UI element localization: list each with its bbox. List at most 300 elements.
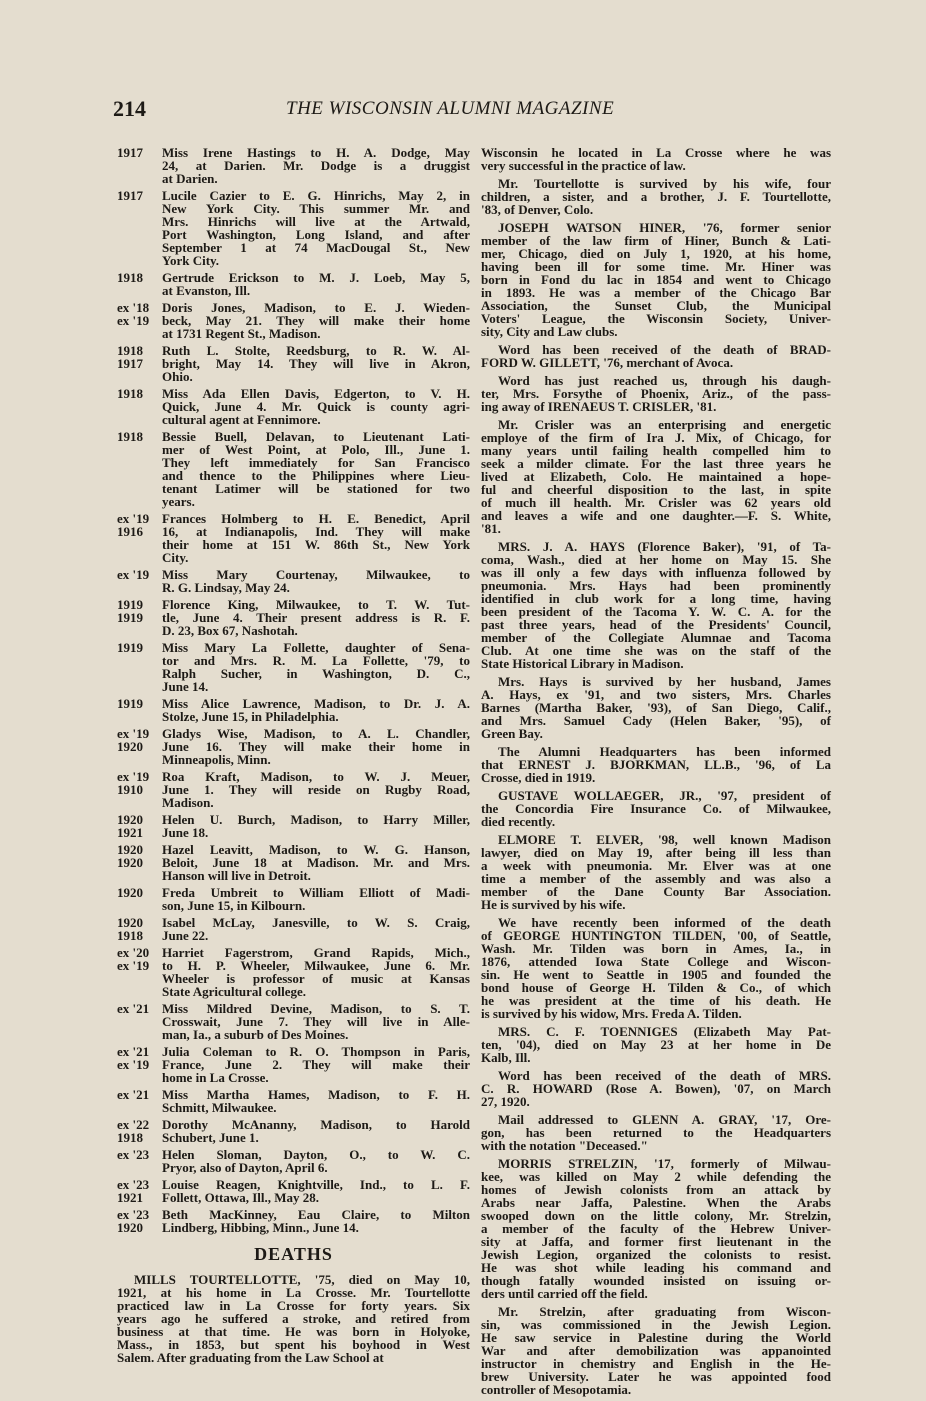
text-line: of much ill health. Mr. Crisler was 62 years old [481,495,831,510]
text-line: Wheeler is professor of music at Kansas [162,971,470,986]
text-line: June 1. They will reside on Rugby Road, [162,782,470,797]
text-line: Miss Mildred Devine, Madison, to S. T. [162,1001,470,1016]
marriage-entry [117,916,470,942]
class-year: 1919 [117,597,143,612]
class-years [117,344,162,383]
left-column [117,146,470,1369]
text-line: Louise Reagen, Knightville, Ind., to L. F. [162,1177,470,1192]
text-line: ELMORE T. ELVER, '98, well known Madison [498,832,831,847]
class-years [117,271,162,297]
class-year: ex '21 [117,1001,150,1016]
text-line: Mrs. Hays is survived by her husband, James [498,674,831,689]
text-line: Quick, June 4. Mr. Quick is county agri- [162,399,470,414]
class-years [117,843,162,882]
text-line: business at that time. He was born in Holyoke, [117,1324,470,1339]
marriage-entry [117,727,470,766]
running-title: THE WISCONSIN ALUMNI MAGAZINE [286,98,615,119]
class-year: 1920 [117,855,143,870]
text-line: Mr. Strelzin, after graduating from Wiscon- [498,1304,831,1319]
class-years [117,512,162,564]
class-years [117,1208,162,1234]
text-line: bright, May 14. They will live in Akron, [162,356,470,371]
text-line: Ruth L. Stolte, Reedsburg, to R. W. Al- [162,343,470,358]
text-line: Barnes (Martha Baker, '93), of San Diego, Calif., [481,700,831,715]
text-line: lived at Elizabeth, Colo. He maintained a hope- [481,469,831,484]
text-line: mer, Chicago, died on July 1, 1920, at his home, [481,246,831,261]
text-line: having been ill for some time. Mr. Hiner was [481,259,831,274]
text-line: Green Bay. [481,726,543,741]
text-line: though fatally wounded insisted on issuing or- [481,1273,831,1288]
text-line: Mrs. Hinrichs will live at the Artwald, [162,214,470,229]
text-line: tle, June 4. Their present address is R. F. [162,610,470,625]
marriage-text [162,641,470,693]
text-line: been president of the Tacoma Y. W. C. A. for the [481,604,831,619]
text-line: Lindberg, Hibbing, Minn., June 14. [162,1220,359,1235]
class-year: 1918 [117,429,143,444]
marriage-text [162,598,470,637]
marriage-entry [117,1045,470,1084]
text-line: and thence to the Philippines where Lieu- [162,468,470,483]
obituary-paragraph [481,146,831,172]
obituary-paragraph [481,1025,831,1064]
class-year: 1920 [117,915,143,930]
text-line: Miss Irene Hastings to H. A. Dodge, May [162,145,470,160]
text-line: Helen Sloman, Dayton, O., to W. C. [162,1147,470,1162]
class-years [117,727,162,766]
text-line: R. G. Lindsay, May 24. [162,580,290,595]
text-line: Jewish Legion, organized the colonists to resist. [481,1247,831,1262]
class-years [117,1178,162,1204]
class-year: ex '23 [117,1177,150,1192]
text-line: pneumonia. Mrs. Hays had been prominently [481,578,831,593]
class-year: 1919 [117,640,143,655]
text-line: sin. He went to Seattle in 1905 and founded the [481,967,831,982]
text-line: Association, the Sunset Club, the Municipal [481,298,831,313]
class-years [117,813,162,839]
marriage-text [162,189,470,267]
marriage-entry [117,697,470,723]
text-line: ful and cheerful disposition to the last, in spite [481,482,831,497]
marriage-text [162,1002,470,1041]
marriage-text [162,946,470,998]
text-line: died recently. [481,814,556,829]
obituary-paragraph [481,343,831,369]
text-line: Salem. After graduating from the Law School at [117,1350,384,1365]
obituary-paragraph [481,221,831,338]
text-line: Word has been received of the death of MRS. [498,1068,831,1083]
text-line: FORD W. GILLETT, '76, merchant of Avoca. [481,355,734,370]
text-line: Mail addressed to GLENN A. GRAY, '17, Ore- [498,1112,831,1127]
marriage-entry [117,843,470,882]
class-year: 1920 [117,885,143,900]
class-year: ex '22 [117,1117,150,1132]
text-line: Miss Ada Ellen Davis, Edgerton, to V. H. [162,386,470,401]
text-line: man, Ia., a suburb of Des Moines. [162,1027,349,1042]
text-line: ter, Mrs. Forsythe of Phoenix, Ariz., of the pass- [481,386,831,401]
text-line: Word has just reached us, through his daugh- [498,373,831,388]
class-year: 1920 [117,739,143,754]
text-line: They left immediately for San Francisco [162,455,470,470]
class-year: ex '19 [117,1057,150,1072]
class-years [117,916,162,942]
class-year: 1918 [117,343,143,358]
class-year: 1917 [117,145,143,160]
marriage-entry [117,387,470,426]
text-line: of GEORGE HUNTINGTON TILDEN, '00, of Seattle, [481,928,831,943]
marriage-entry [117,189,470,267]
marriage-entry [117,1118,470,1144]
text-line: son, June 15, in Kilbourn. [162,898,306,913]
marriage-text [162,916,470,942]
class-years [117,946,162,998]
class-year: ex '23 [117,1207,150,1222]
text-line: brew University. Later he was appointed food [481,1369,831,1384]
text-line: Julia Coleman to R. O. Thompson in Paris, [162,1044,470,1059]
text-line: Club. At one time she was on the staff of the [481,643,831,658]
text-line: sin, was commissioned in the Jewish Legion. [481,1317,831,1332]
text-line: June 22. [162,928,209,943]
text-line: Kalb, Ill. [481,1050,531,1065]
text-line: Miss Mary Courtenay, Milwaukee, to [162,567,470,582]
text-line: Hanson will live in Detroit. [162,868,311,883]
text-line: Madison. [162,795,214,810]
text-line: Bessie Buell, Delavan, to Lieutenant Lati- [162,429,470,444]
text-line: Hazel Leavitt, Madison, to W. G. Hanson, [162,842,470,857]
text-line: MILLS TOURTELLOTTE, '75, died on May 10, [134,1272,470,1287]
text-line: bond house of George H. Tilden & Co., of which [481,980,831,995]
text-line: Mr. Tourtellotte is survived by his wife, four [498,176,831,191]
text-line: City. [162,550,189,565]
text-line: MORRIS STRELZIN, '17, formerly of Milwau- [498,1156,831,1171]
text-line: at Darien. [162,171,218,186]
text-line: mer of West Point, at Polo, Ill., June 1. [162,442,470,457]
text-line: home in La Crosse. [162,1070,269,1085]
class-year: 1919 [117,610,143,625]
marriage-text [162,697,470,723]
obituary-paragraph [481,1157,831,1300]
class-year: ex '19 [117,769,150,784]
class-year: 1910 [117,782,143,797]
text-line: Miss Martha Hames, Madison, to F. H. [162,1087,470,1102]
obituary-paragraph [481,789,831,828]
obituary-paragraph [481,1305,831,1396]
text-line: Miss Alice Lawrence, Madison, to Dr. J. A. [162,696,470,711]
text-line: 16, at Indianapolis, Ind. They will make [162,524,470,539]
text-line: Isabel McLay, Janesville, to W. S. Craig, [162,915,470,930]
text-line: Beth MacKinney, Eau Claire, to Milton [162,1207,470,1222]
obituary-paragraph [117,1273,470,1364]
class-years [117,697,162,723]
text-line: cultural agent at Fennimore. [162,412,321,427]
marriage-list [117,146,470,1234]
class-years [117,641,162,693]
marriage-entry [117,946,470,998]
text-line: Mr. Crisler was an enterprising and energetic [498,417,831,432]
class-year: ex '21 [117,1087,150,1102]
text-line: He is survived by his wife. [481,897,626,912]
text-line: sity, City and Law clubs. [481,324,618,339]
text-line: June 16. They will make their home in [162,739,470,754]
obituary-paragraph [481,177,831,216]
text-line: ing away of IRENAEUS T. CRISLER, '81. [481,399,717,414]
obituary-paragraph [481,1113,831,1152]
text-line: at 1731 Regent St., Madison. [162,326,321,341]
text-line: sity at Jaffa, and former first lieutenant in the [481,1234,831,1249]
text-line: C. R. HOWARD (Rose A. Bowen), '07, on March [481,1081,831,1096]
marriage-text [162,344,470,383]
page-header [113,96,813,126]
text-line: Freda Umbreit to William Elliott of Madi- [162,885,470,900]
marriage-text [162,568,470,594]
text-line: in 1893. He was a member of the Chicago Bar [481,285,831,300]
text-line: years. [162,494,195,509]
text-line: instructor in chemistry and English in the He- [481,1356,831,1371]
text-line: time a member of the assembly and was also a [481,871,831,886]
text-line: and leaves a wife and one daughter.—F. S. White, [481,508,831,523]
text-line: Dorothy McAnanny, Madison, to Harold [162,1117,470,1132]
class-years [117,430,162,508]
text-line: Schubert, June 1. [162,1130,259,1145]
class-year: ex '19 [117,726,150,741]
marriage-entry [117,512,470,564]
obituary-paragraph [481,833,831,911]
text-line: born in Fond du lac in 1854 and went to Chicago [481,272,831,287]
text-line: France, June 2. They will make their [162,1057,470,1072]
text-line: employe of the firm of Ira J. Mix, of Chicago, for [481,430,831,445]
deaths-right-list [481,146,831,1396]
text-line: is survived by his widow, Mrs. Freda A. Tilden. [481,1006,742,1021]
text-line: with the notation "Deceased." [481,1138,648,1153]
text-line: Voters' League, the Wisconsin Society, Univer- [481,311,831,326]
marriage-text [162,1118,470,1144]
marriage-entry [117,146,470,185]
class-year: 1920 [117,812,143,827]
text-line: member of the law firm of Hiner, Bunch & Lati- [481,233,831,248]
class-year: 1918 [117,928,143,943]
class-year: 1921 [117,825,143,840]
marriage-entry [117,1148,470,1174]
text-line: Wisconsin he located in La Crosse where he was [481,145,831,160]
marriage-text [162,271,470,297]
marriage-entry [117,641,470,693]
text-line: 24, at Darien. Mr. Dodge is a druggist [162,158,470,173]
class-year: ex '19 [117,313,150,328]
text-line: he was president at the time of his death. He [481,993,831,1008]
text-line: Wash. Mr. Tilden was born in Ames, Ia., in [481,941,831,956]
class-years [117,387,162,426]
class-year: ex '21 [117,1044,150,1059]
text-line: Pryor, also of Dayton, April 6. [162,1160,328,1175]
class-year: ex '20 [117,945,150,960]
text-line: Helen U. Burch, Madison, to Harry Miller, [162,812,470,827]
marriage-text [162,727,470,766]
class-years [117,598,162,637]
text-line: June 14. [162,679,209,694]
text-line: MRS. J. A. HAYS (Florence Baker), '91, of Ta- [498,539,831,554]
text-line: York City. [162,253,220,268]
text-line: Ralph Sucher, in Washington, D. C., [162,666,470,681]
marriage-text [162,146,470,185]
text-line: beck, May 21. They will make their home [162,313,470,328]
text-line: years ago he suffered a stroke, and retired from [117,1311,470,1326]
text-line: a member of the faculty of the Hebrew Univer- [481,1221,831,1236]
text-line: ten, '04), died on May 23 at her home in De [481,1037,831,1052]
deaths-heading: DEATHS [254,1244,333,1264]
marriage-entry [117,430,470,508]
obituary-paragraph [481,675,831,740]
text-line: the Concordia Fire Insurance Co. of Milwaukee, [481,801,831,816]
marriage-entry [117,770,470,809]
text-line: Crosse, died in 1919. [481,770,596,785]
class-years [117,301,162,340]
class-year: 1919 [117,696,143,711]
text-line: September 1 at 74 MacDougal St., New [162,240,470,255]
marriage-text [162,843,470,882]
marriage-text [162,1178,470,1204]
text-line: tenant Latimer will be stationed for two [162,481,470,496]
marriage-text [162,813,470,839]
text-line: Gladys Wise, Madison, to A. L. Chandler, [162,726,470,741]
text-line: a week with pneumonia. Mr. Elver was at one [481,858,831,873]
text-line: 1921, at his home in La Crosse. Mr. Tourtellotte [117,1285,470,1300]
text-line: practiced law in La Crosse for forty years. Six [117,1298,470,1313]
text-line: JOSEPH WATSON HINER, '76, former senior [498,220,831,235]
marriage-text [162,301,470,340]
marriage-entry [117,1088,470,1114]
obituary-paragraph [481,916,831,1020]
class-year: 1921 [117,1190,143,1205]
text-line: Follett, Ottawa, Ill., May 28. [162,1190,320,1205]
class-year: 1916 [117,524,143,539]
marriage-entry [117,344,470,383]
marriage-entry [117,1178,470,1204]
text-line: swooped down on the little colony, Mr. Strelzin, [481,1208,831,1223]
text-line: Doris Jones, Madison, to E. J. Wieden- [162,300,470,315]
marriage-text [162,387,470,426]
text-line: Beloit, June 18 at Madison. Mr. and Mrs. [162,855,470,870]
marriage-entry [117,886,470,912]
class-year: ex '19 [117,511,150,526]
marriage-text [162,1208,470,1234]
class-year: ex '18 [117,300,150,315]
marriage-entry [117,1002,470,1041]
text-line: Gertrude Erickson to M. J. Loeb, May 5, [162,270,470,285]
text-line: member of the Dane County Bar Association. [481,884,831,899]
text-line: to H. P. Wheeler, Milwaukee, June 6. Mr. [162,958,470,973]
text-line: 1876, attended Iowa State College and Wiscon- [481,954,831,969]
text-line: was ill only a few days with influenza followed by [481,565,831,580]
marriage-text [162,886,470,912]
marriage-text [162,512,470,564]
text-line: '81. [481,521,501,536]
obituary-paragraph [481,1069,831,1108]
text-line: State Historical Library in Madison. [481,656,684,671]
class-year: 1918 [117,1130,143,1145]
class-year: 1918 [117,270,143,285]
text-line: past three years, head of the Presidents' Council, [481,617,831,632]
text-line: their home at 151 W. 86th St., New York [162,537,470,552]
class-year: ex '23 [117,1147,150,1162]
text-line: Minneapolis, Minn. [162,752,271,767]
obituary-paragraph [481,745,831,784]
marriage-text [162,770,470,809]
text-line: '83, of Denver, Colo. [481,202,594,217]
text-line: gon, has been returned to the Headquarters [481,1125,831,1140]
class-year: 1918 [117,386,143,401]
text-line: Mass., in 1853, but spent his boyhood in West [117,1337,470,1352]
text-line: controller of Mesopotamia. [481,1382,632,1397]
text-line: tor and Mrs. R. M. La Follette, '79, to [162,653,470,668]
marriage-entry [117,301,470,340]
obituary-paragraph [481,374,831,413]
text-line: and Mrs. Samuel Cady (Helen Baker, '95), of [481,713,831,728]
text-line: State Agricultural college. [162,984,307,999]
marriage-entry [117,568,470,594]
text-line: at Evanston, Ill. [162,283,251,298]
text-line: that ERNEST J. BJORKMAN, LL.B., '96, of La [481,757,831,772]
class-years [117,1045,162,1084]
text-line: New York City. This summer Mr. and [162,201,470,216]
text-line: Arabs near Jaffa, Palestine. When the Arabs [481,1195,831,1210]
text-line: He saw service in Palestine during the World [481,1330,831,1345]
text-line: He was shot while leading his command and [481,1260,831,1275]
text-line: lawyer, died on May 19, after being ill less than [481,845,831,860]
class-years [117,1118,162,1144]
text-line: Florence King, Milwaukee, to T. W. Tut- [162,597,470,612]
text-line: Harriet Fagerstrom, Grand Rapids, Mich., [162,945,470,960]
marriage-text [162,1148,470,1174]
text-line: seek a milder climate. For the last three years he [481,456,831,471]
text-line: Crosswait, June 7. They will live in Alle- [162,1014,470,1029]
text-line: ders until carried off the field. [481,1286,648,1301]
obituary-paragraph [481,418,831,535]
text-line: Word has been received of the death of BRAD- [498,342,831,357]
text-line: Ohio. [162,369,193,384]
text-line: 27, 1920. [481,1094,530,1109]
class-years [117,770,162,809]
text-line: A. Hays, ex '91, and two sisters, Mrs. Charles [481,687,831,702]
marriage-text [162,1045,470,1084]
page-number: 214 [113,96,146,121]
class-years [117,1088,162,1114]
text-line: GUSTAVE WOLLAEGER, JR., '97, president of [498,788,831,803]
deaths-left-list [117,1273,470,1364]
marriage-entry [117,271,470,297]
class-years [117,886,162,912]
text-line: many years until failing health compelled him to [481,443,831,458]
class-year: ex '19 [117,958,150,973]
marriage-entry [117,1208,470,1234]
text-line: Miss Mary La Follette, daughter of Sena- [162,640,470,655]
class-years [117,1002,162,1041]
class-years [117,1148,162,1174]
class-year: 1920 [117,842,143,857]
marriage-text [162,430,470,508]
marriage-entry [117,598,470,637]
marriage-text [162,1088,470,1114]
text-line: June 18. [162,825,209,840]
class-year: ex '19 [117,567,150,582]
text-line: D. 23, Box 67, Nashotah. [162,623,298,638]
text-line: kee, was killed on May 2 while defending the [481,1169,831,1184]
text-line: Stolze, June 15, in Philadelphia. [162,709,339,724]
class-years [117,568,162,594]
text-line: Lucile Cazier to E. G. Hinrichs, May 2, in [162,188,470,203]
text-line: Roa Kraft, Madison, to W. J. Meuer, [162,769,470,784]
text-line: very successful in the practice of law. [481,158,686,173]
text-line: Schmitt, Milwaukee. [162,1100,277,1115]
text-line: homes of Jewish colonists from an attack by [481,1182,831,1197]
